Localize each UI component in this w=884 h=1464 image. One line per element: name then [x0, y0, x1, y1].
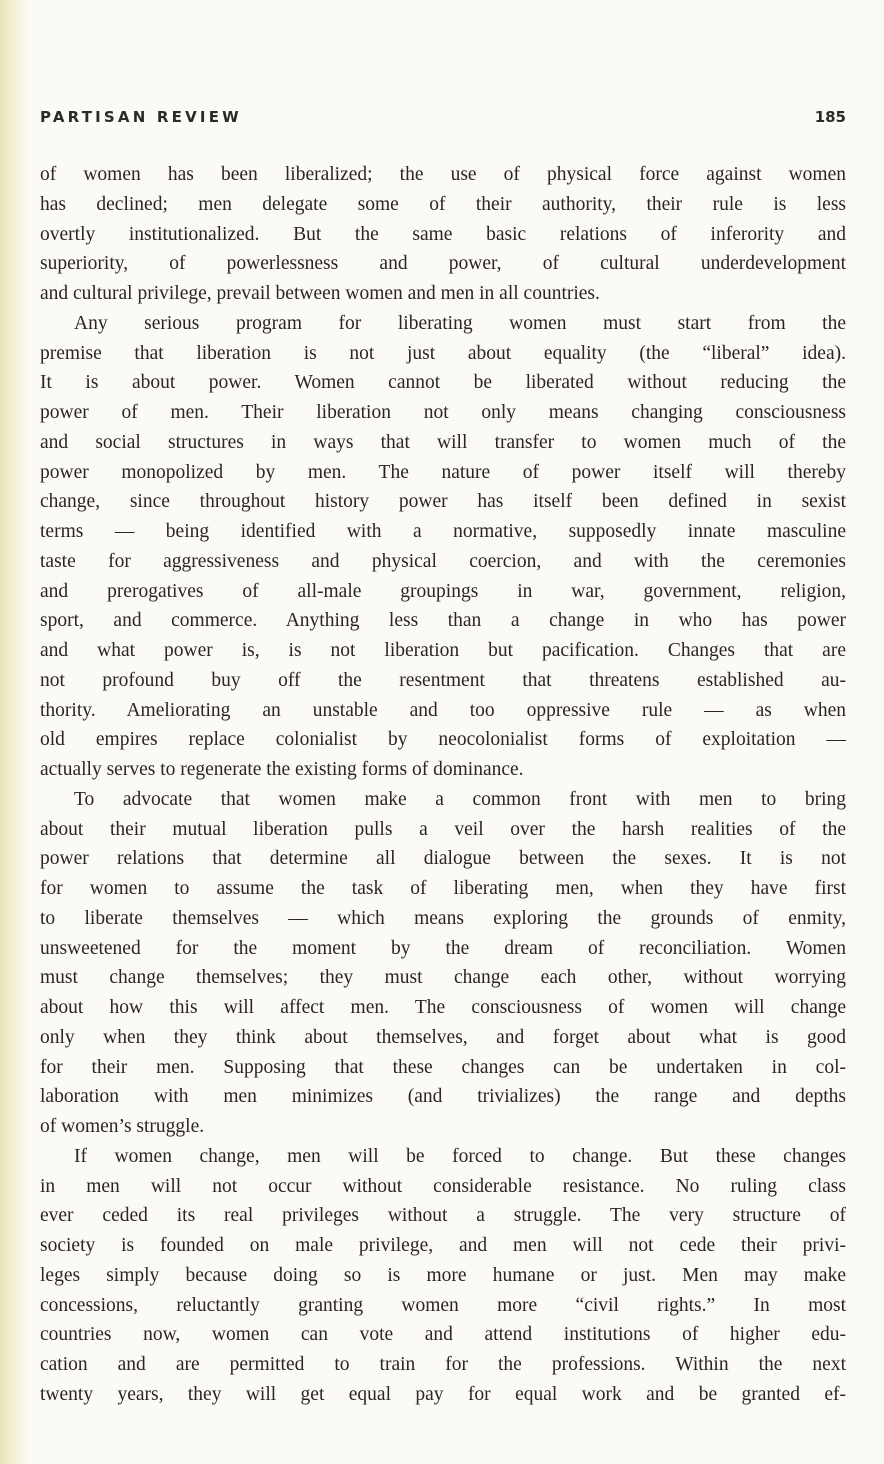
text-line: sport, and commerce. Anything less than a change in who has power: [40, 610, 846, 632]
text-line: unsweetened for the moment by the dream of reconciliation. Women: [40, 937, 846, 959]
text-line: power monopolized by men. The nature of power itself will thereby: [40, 461, 846, 483]
paragraph: [40, 309, 846, 785]
text-line: To advocate that women make a common front with men to bring: [74, 788, 846, 810]
text-line: twenty years, they will get equal pay for equal work and be granted ef-: [40, 1383, 846, 1405]
text-line: must change themselves; they must change each other, without worrying: [40, 967, 846, 989]
text-line: power relations that determine all dialogue between the sexes. It is not: [40, 848, 846, 870]
text-line: and cultural privilege, prevail between women and men in all countries.: [40, 283, 600, 304]
text-line: thority. Ameliorating an unstable and too oppressive rule — as when: [40, 699, 846, 721]
text-line: about their mutual liberation pulls a veil over the harsh realities of the: [40, 818, 846, 840]
text-line: power of men. Their liberation not only means changing consciousness: [40, 402, 846, 423]
text-line: If women change, men will be forced to change. But these changes: [74, 1145, 846, 1167]
paragraph: [40, 160, 846, 309]
text-line: and social structures in ways that will transfer to women much of the: [40, 431, 846, 453]
text-line: of women’s struggle.: [40, 1116, 205, 1137]
text-line: in men will not occur without considerable resistance. No ruling class: [40, 1175, 846, 1197]
text-line: and what power is, is not liberation but pacification. Changes that are: [40, 640, 846, 661]
text-line: to liberate themselves — which means exploring the grounds of enmity,: [40, 907, 846, 929]
text-line: taste for aggressiveness and physical coercion, and with the ceremonies: [40, 550, 846, 572]
text-line: laboration with men minimizes (and trivializes) the range and depths: [40, 1086, 846, 1108]
body-text: [40, 160, 846, 1410]
text-line: change, since throughout history power has itself been defined in sexist: [40, 491, 846, 513]
text-line: concessions, reluctantly granting women more “civil rights.” In most: [40, 1294, 846, 1316]
text-line: Any serious program for liberating women must start from the: [74, 312, 846, 334]
text-line: premise that liberation is not just about equality (the “liberal” idea).: [40, 342, 846, 364]
paragraph: [40, 1142, 846, 1410]
text-line: countries now, women can vote and attend institutions of higher edu-: [40, 1324, 846, 1346]
text-line: for women to assume the task of liberating men, when they have first: [40, 878, 846, 899]
text-line: of women has been liberalized; the use of physical force against women: [40, 164, 846, 185]
text-line: cation and are permitted to train for the professions. Within the next: [40, 1354, 846, 1375]
text-line: superiority, of powerlessness and power, of cultural underdevelopment: [40, 253, 846, 275]
text-line: It is about power. Women cannot be liberated without reducing the: [40, 372, 846, 394]
text-line: terms — being identified with a normative, supposedly innate masculine: [40, 521, 846, 542]
page-header: [40, 108, 846, 132]
text-line: society is founded on male privilege, and men will not cede their privi-: [40, 1235, 846, 1256]
text-line: for their men. Supposing that these changes can be undertaken in col-: [40, 1056, 846, 1078]
text-line: only when they think about themselves, and forget about what is good: [40, 1026, 846, 1048]
text-line: about how this will affect men. The consciousness of women will change: [40, 997, 846, 1018]
text-line: overtly institutionalized. But the same basic relations of inferority and: [40, 223, 846, 245]
paragraph: [40, 785, 846, 1142]
text-line: not profound buy off the resentment that threatens established au-: [40, 669, 846, 691]
page-edge-shading: [0, 0, 30, 1464]
text-line: has declined; men delegate some of their authority, their rule is less: [40, 193, 846, 215]
text-line: leges simply because doing so is more humane or just. Men may make: [40, 1264, 846, 1286]
page-number: 185: [814, 108, 846, 126]
text-line: actually serves to regenerate the existing forms of dominance.: [40, 759, 524, 780]
text-line: old empires replace colonialist by neocolonialist forms of exploitation —: [40, 729, 846, 751]
running-title: PARTISAN REVIEW: [40, 108, 242, 126]
text-line: ever ceded its real privileges without a struggle. The very structure of: [40, 1205, 846, 1227]
text-line: and prerogatives of all-male groupings in war, government, religion,: [40, 580, 846, 602]
